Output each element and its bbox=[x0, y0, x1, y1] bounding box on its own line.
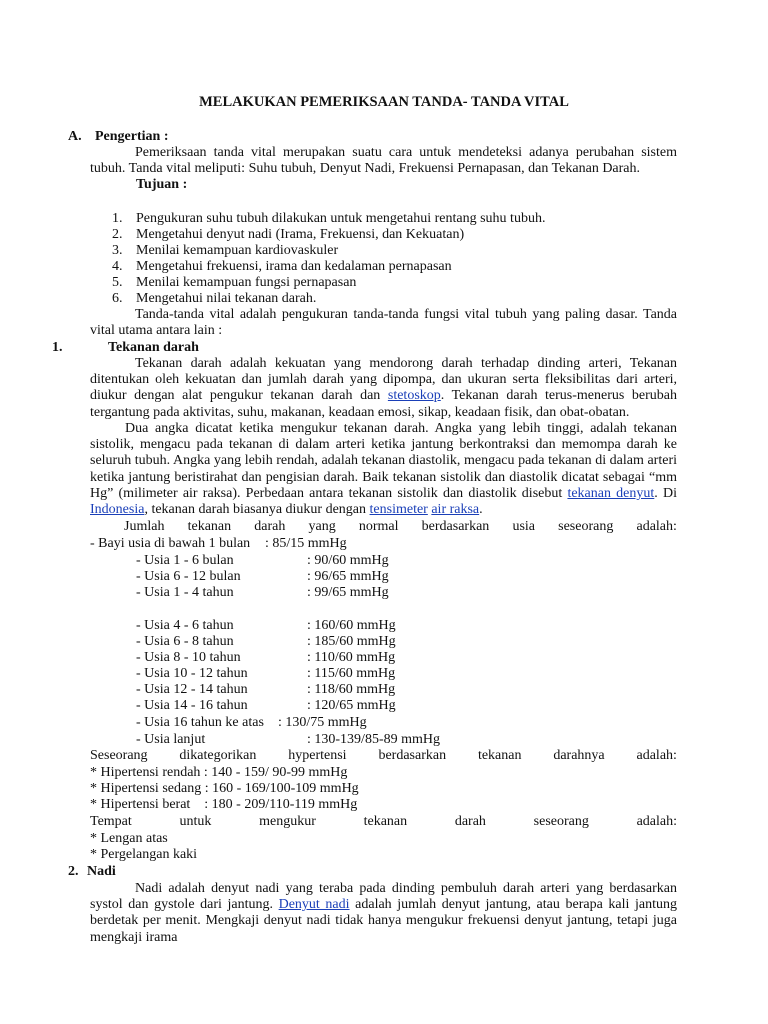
paragraph-text: . Tekanan darah terus-menerus berubah tergantung pada aktivitas, suhu, makanan, keadaan emosi, sikap, keadaan fisik, dan obat-obatan. bbox=[90, 388, 677, 420]
word: adalah: bbox=[636, 814, 677, 829]
word: Jumlah bbox=[124, 519, 165, 534]
section-2-marker: 2. bbox=[68, 864, 79, 879]
list-item: * Hipertensi rendah : 140 - 159/ 90-99 mmHg bbox=[90, 765, 348, 780]
list-text: Mengetahui denyut nadi (Irama, Frekuensi, dan Kekuatan) bbox=[136, 227, 465, 242]
list-text: Mengetahui nilai tekanan darah. bbox=[136, 291, 317, 306]
intro-paragraph: Tanda-tanda vital adalah pengukuran tanda-tanda fungsi vital tubuh yang paling dasar. Tanda vital utama antara lain : bbox=[90, 307, 677, 339]
paragraph-text: Tekanan darah adalah kekuatan yang mendorong darah terhadap dinding arteri, Tekanan ditentukan oleh kekuatan dan jumlah darah yang dipompa, dan ukuran serta fleksibilitas dari arteri, diukur dengan alat pengukur tekanan darah dan bbox=[90, 356, 677, 404]
page-title: MELAKUKAN PEMERIKSAAN TANDA- TANDA VITAL bbox=[199, 94, 569, 110]
age-label: - Usia lanjut bbox=[136, 732, 206, 747]
age-label: - Usia 16 tahun ke atas bbox=[136, 715, 264, 730]
pressure-value: : 120/65 mmHg bbox=[307, 698, 396, 713]
tujuan-heading: Tujuan : bbox=[136, 177, 188, 192]
list-text: Menilai kemampuan kardiovaskuler bbox=[136, 243, 339, 258]
link-denyut-nadi[interactable]: Denyut nadi bbox=[278, 897, 350, 913]
age-label: - Usia 6 - 8 tahun bbox=[136, 634, 234, 649]
word: tekanan bbox=[477, 748, 522, 763]
link-indonesia[interactable]: Indonesia bbox=[90, 502, 145, 518]
paragraph-text: . Di bbox=[654, 485, 677, 501]
link-air-raksa[interactable]: air raksa bbox=[431, 502, 480, 518]
list-number: 4. bbox=[112, 259, 123, 274]
link-tekanan-denyut[interactable]: tekanan denyut bbox=[567, 485, 655, 501]
word: tekanan bbox=[187, 519, 232, 534]
list-text: Mengetahui frekuensi, irama dan kedalaman pernapasan bbox=[136, 259, 452, 274]
list-item: * Lengan atas bbox=[90, 831, 168, 846]
word: tekanan bbox=[363, 814, 408, 829]
word: darah bbox=[454, 814, 486, 829]
pressure-value: : 110/60 mmHg bbox=[307, 650, 396, 665]
age-label: - Usia 6 - 12 bulan bbox=[136, 569, 241, 584]
paragraph-text: . bbox=[479, 502, 483, 518]
pressure-value: : 96/65 mmHg bbox=[307, 569, 389, 584]
age-label: - Usia 4 - 6 tahun bbox=[136, 618, 234, 633]
age-label: - Usia 12 - 14 tahun bbox=[136, 682, 248, 697]
word: adalah: bbox=[636, 519, 677, 534]
age-label: - Usia 8 - 10 tahun bbox=[136, 650, 241, 665]
pressure-value: : 160/60 mmHg bbox=[307, 618, 396, 633]
nadi-paragraph bbox=[90, 881, 677, 946]
word: yang bbox=[308, 519, 336, 534]
paragraph-text: Dua angka dicatat ketika mengukur tekanan darah. Angka yang lebih tinggi, adalah tekanan sistolik, mengacu pada tekanan di dalam arteri ketika jantung berkontraksi dan memompa darah ke seluruh tubuh. Angka yang lebih rendah, adalah tekanan diastolik, mengacu pada tekanan di dalam arteri ketika jantung beristirahat dan pengisian darah. Baik tekanan sistolik dan diastolik dicatat sebagai “mm Hg” (milimeter air raksa). Perbedaan antara tekanan sistolik dan diastolik disebut bbox=[90, 421, 677, 501]
paragraph-text: , tekanan darah biasanya diukur dengan bbox=[144, 502, 370, 518]
paragraph-text: adalah jumlah denyut jantung, atau berapa kali jantung berdetak per menit. Mengkaji denyut nadi tidak hanya mengukur frekuensi denyut jantung, tetapi juga mengkaji irama bbox=[90, 897, 677, 945]
pengertian-paragraph: Pemeriksaan tanda vital merupakan suatu cara untuk mendeteksi adanya perubahan sistem tubuh. Tanda vital meliputi: Suhu tubuh, Denyut Nadi, Frekuensi Pernapasan, dan Tekanan Darah. bbox=[90, 145, 677, 177]
word: Seseorang bbox=[90, 748, 148, 763]
word: adalah: bbox=[636, 748, 677, 763]
section-1-marker: 1. bbox=[52, 340, 63, 355]
age-label: - Usia 10 - 12 tahun bbox=[136, 666, 248, 681]
list-item: * Hipertensi sedang : 160 - 169/100-109 mmHg bbox=[90, 781, 359, 796]
pressure-value: : 85/15 mmHg bbox=[265, 536, 347, 551]
section-2-heading: Nadi bbox=[87, 864, 116, 879]
normal-intro-line bbox=[124, 519, 677, 535]
section-1-heading: Tekanan darah bbox=[108, 340, 199, 355]
pressure-value: : 90/60 mmHg bbox=[307, 553, 389, 568]
section-a-marker: A. bbox=[68, 129, 82, 144]
pressure-value: : 118/60 mmHg bbox=[307, 682, 396, 697]
list-number: 3. bbox=[112, 243, 123, 258]
list-number: 5. bbox=[112, 275, 123, 290]
word: darahnya bbox=[553, 748, 605, 763]
pressure-value: : 130/75 mmHg bbox=[278, 715, 367, 730]
pressure-value: : 99/65 mmHg bbox=[307, 585, 389, 600]
link-tensimeter[interactable]: tensimeter bbox=[369, 502, 428, 518]
age-label: - Usia 14 - 16 tahun bbox=[136, 698, 248, 713]
age-label: - Usia 1 - 6 bulan bbox=[136, 553, 234, 568]
list-item: * Hipertensi berat : 180 - 209/110-119 mmHg bbox=[90, 797, 358, 812]
pressure-value: : 115/60 mmHg bbox=[307, 666, 396, 681]
word: mengukur bbox=[259, 814, 316, 829]
tekanan-darah-paragraph-2 bbox=[90, 421, 677, 518]
word: berdasarkan bbox=[378, 748, 447, 763]
pressure-value: : 185/60 mmHg bbox=[307, 634, 396, 649]
word: seseorang bbox=[558, 519, 614, 534]
list-text: Menilai kemampuan fungsi pernapasan bbox=[136, 275, 357, 290]
word: untuk bbox=[179, 814, 212, 829]
pressure-value: : 130-139/85-89 mmHg bbox=[307, 732, 440, 747]
word: Tempat bbox=[90, 814, 132, 829]
tekanan-darah-paragraph-1 bbox=[90, 356, 677, 421]
list-number: 1. bbox=[112, 211, 123, 226]
section-a-heading: Pengertian : bbox=[95, 129, 169, 144]
tempat-intro-line bbox=[90, 814, 677, 830]
list-number: 2. bbox=[112, 227, 123, 242]
word: usia bbox=[512, 519, 535, 534]
word: berdasarkan bbox=[421, 519, 490, 534]
word: dikategorikan bbox=[179, 748, 257, 763]
age-label: - Bayi usia di bawah 1 bulan bbox=[90, 536, 251, 551]
word: seseorang bbox=[533, 814, 589, 829]
word: hypertensi bbox=[288, 748, 347, 763]
word: normal bbox=[358, 519, 399, 534]
paragraph-text: Nadi adalah denyut nadi yang teraba pada dinding pembuluh darah arteri yang berdasarkan systol dan gystole dari jantung. bbox=[90, 881, 677, 913]
link-stetoskop[interactable]: stetoskop bbox=[387, 388, 441, 404]
age-label: - Usia 1 - 4 tahun bbox=[136, 585, 234, 600]
list-text: Pengukuran suhu tubuh dilakukan untuk mengetahui rentang suhu tubuh. bbox=[136, 211, 546, 226]
list-item: * Pergelangan kaki bbox=[90, 847, 198, 862]
hipertensi-intro-line bbox=[90, 748, 677, 764]
word: darah bbox=[254, 519, 286, 534]
list-number: 6. bbox=[112, 291, 123, 306]
